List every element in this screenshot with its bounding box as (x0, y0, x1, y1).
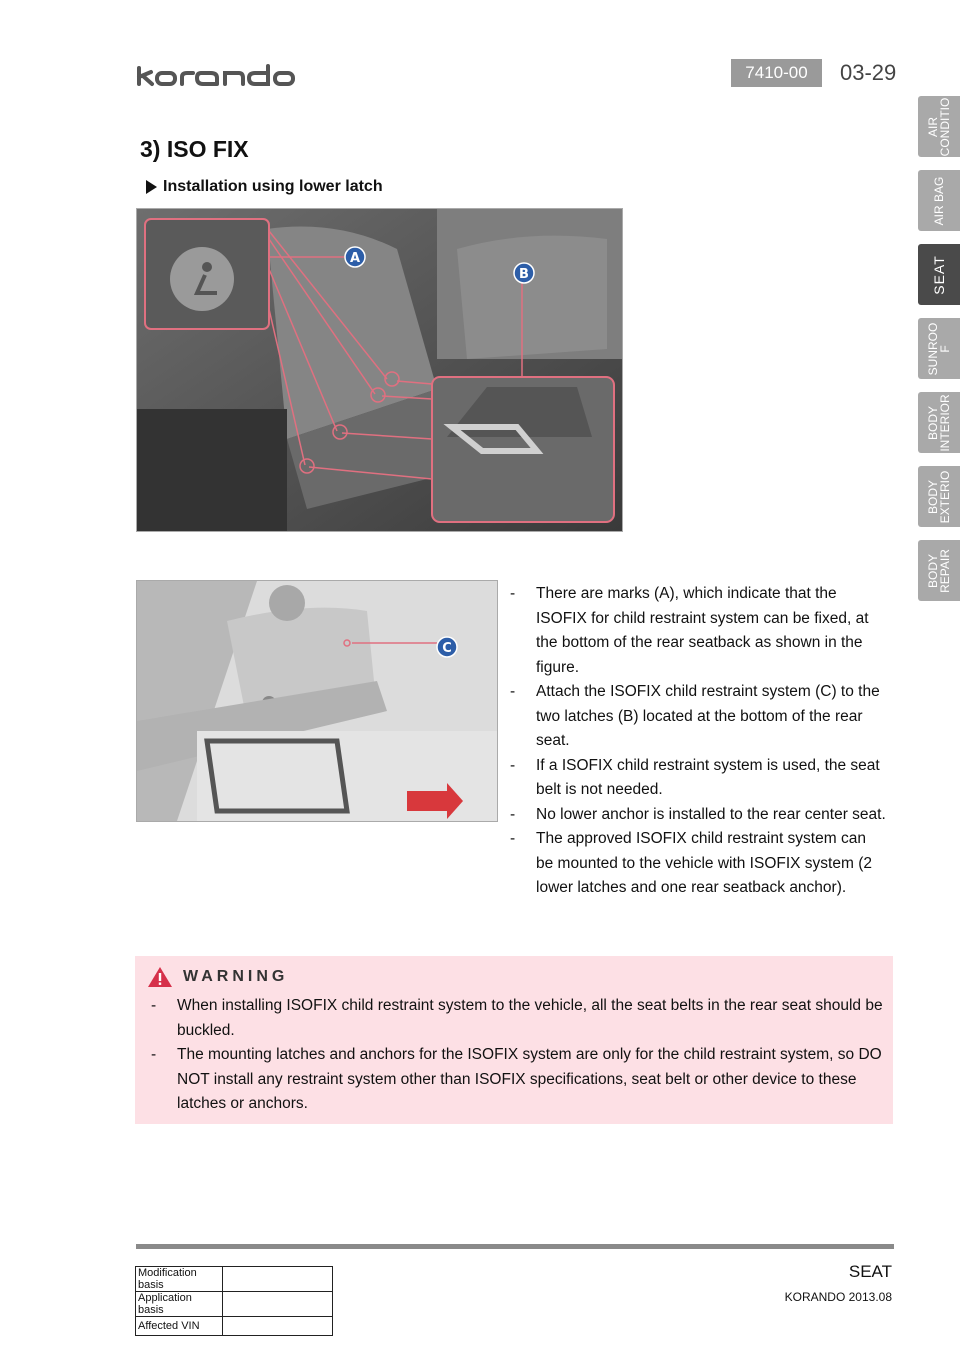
warning-list (148, 994, 883, 1117)
tab-sunroof[interactable] (918, 318, 960, 379)
list-item-text: The approved ISOFIX child restraint system can be mounted to the vehicle with ISOFIX system (2 lower latches and one rear seatback anchor). (536, 830, 872, 896)
list-item: - If a ISOFIX child restraint system is used, the seat belt is not needed. (507, 754, 887, 803)
warning-item-text: When installing ISOFIX child restraint system to the vehicle, all the seat belts in the rear seat should be buckled. (177, 997, 883, 1039)
tab-label: BODY EXTERIO (926, 470, 952, 523)
list-item-text: No lower anchor is installed to the rear center seat. (536, 805, 886, 823)
table-label: Affected VIN (136, 1317, 223, 1336)
tab-air-conditioning[interactable] (918, 96, 960, 157)
page-number: 03-29 (840, 60, 897, 85)
warning-triangle-icon (147, 966, 173, 988)
tab-label: BODY REPAIR (926, 548, 952, 593)
list-item-text: There are marks (A), which indicate that the ISOFIX for child restraint system can be fixed, at the bottom of the rear seatback as shown in the figure. (536, 585, 869, 676)
subtitle-text: Installation using lower latch (163, 178, 383, 195)
tab-air-bag[interactable] (918, 170, 960, 231)
list-item: - There are marks (A), which indicate that the ISOFIX for child restraint system can be fixed, at the bottom of the rear seatback as shown in the figure. (507, 582, 887, 680)
tab-body-interior[interactable] (918, 392, 960, 453)
tab-seat[interactable] (918, 244, 960, 305)
list-item-text: Attach the ISOFIX child restraint system (C) to the two latches (B) located at the bottom of the rear seat. (536, 683, 880, 749)
warning-header (147, 966, 288, 988)
table-row (136, 1292, 333, 1317)
table-label: Modification basis (136, 1267, 223, 1292)
list-item: - No lower anchor is installed to the rear center seat. (507, 803, 887, 828)
list-item: - Attach the ISOFIX child restraint system (C) to the two latches (B) located at the bottom of the rear seat. (507, 680, 887, 754)
table-row (136, 1317, 333, 1336)
table-value (223, 1317, 333, 1336)
table-value (223, 1267, 333, 1292)
footer-section-name: SEAT (848, 1262, 892, 1281)
table-row (136, 1267, 333, 1292)
label-b: B (519, 267, 529, 282)
label-a: A (349, 251, 361, 266)
tab-body-repair[interactable] (918, 540, 960, 601)
tab-label: SUNROO F (926, 322, 952, 375)
rear-seat-isofix-photo (136, 208, 623, 532)
section-title: 3) ISO FIX (140, 136, 249, 162)
footer-divider (136, 1244, 894, 1249)
instruction-list (507, 582, 887, 901)
triangle-bullet-icon (146, 180, 157, 194)
warning-box (135, 956, 893, 1124)
tab-body-exterior[interactable] (918, 466, 960, 527)
table-label: Application basis (136, 1292, 223, 1317)
list-item-text: If a ISOFIX child restraint system is used, the seat belt is not needed. (536, 756, 880, 798)
warning-item-text: The mounting latches and anchors for the ISOFIX system are only for the child restraint system, so DO NOT install any restraint system other than ISOFIX specifications, seat belt or other device to these latches or anchors. (177, 1046, 882, 1112)
warning-item: - When installing ISOFIX child restraint system to the vehicle, all the seat belts in the rear seat should be buckled. (148, 994, 883, 1043)
section-code: 7410-00 (731, 59, 822, 87)
table-value (223, 1292, 333, 1317)
tab-label: BODY INTERIOR (926, 393, 952, 452)
list-item: - The approved ISOFIX child restraint system can be mounted to the vehicle with ISOFIX system (2 lower latches and one rear seatback anchor). (507, 827, 887, 901)
label-c: C (442, 641, 452, 656)
modification-table (135, 1266, 333, 1336)
warning-title: WARNING (183, 968, 289, 985)
korando-logo (135, 62, 315, 90)
tab-label: SEAT (931, 254, 947, 295)
section-subtitle (146, 178, 383, 196)
tab-label: AIR CONDITIO (926, 97, 952, 156)
tab-label: AIR BAG (932, 176, 946, 225)
warning-item: - The mounting latches and anchors for the ISOFIX system are only for the child restraint system, so DO NOT install any restraint system other than ISOFIX specifications, seat belt or other device to these latches or anchors. (148, 1043, 883, 1117)
isofix-latch-photo (136, 580, 498, 822)
footer-model-version: KORANDO 2013.08 (784, 1290, 892, 1304)
